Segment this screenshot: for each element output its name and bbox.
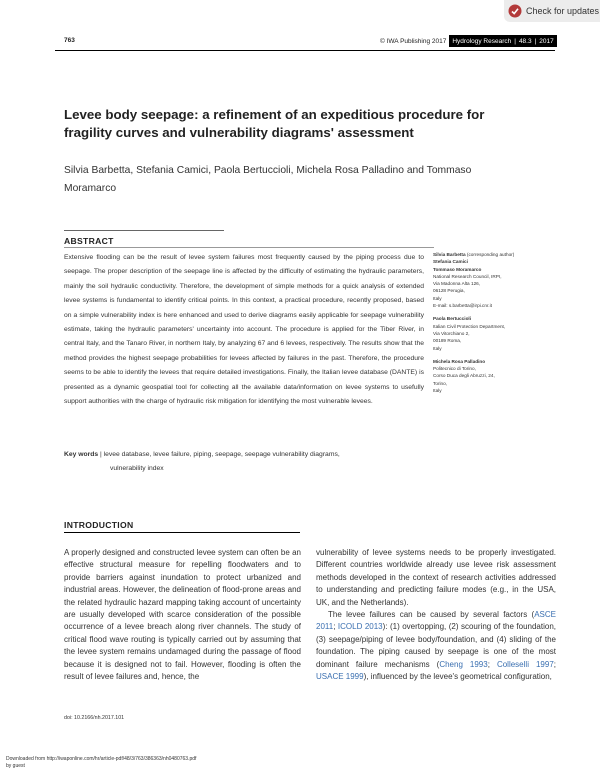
affiliation-author	[433, 315, 558, 322]
affiliation-author	[433, 358, 558, 365]
affiliation-author-name: Silvia Barbetta	[433, 252, 466, 257]
journal-year: 2017	[539, 37, 554, 45]
abstract-heading-rule	[64, 247, 434, 248]
keywords-list-cont: vulnerability index	[110, 465, 164, 472]
keywords-label: Key words	[64, 451, 99, 458]
affiliation-line: Politecnico di Torino,	[433, 366, 476, 372]
text-run: ;	[553, 659, 557, 669]
affiliation-author-name: Michela Rosa Palladino	[433, 358, 486, 364]
affiliation-note: (corresponding author)	[465, 252, 515, 257]
introduction-right-column	[316, 547, 556, 683]
header-rule	[55, 50, 555, 51]
paragraph	[316, 609, 556, 683]
author-list: Silvia Barbetta, Stefania Camici, Paola Bertuccioli, Michela Rosa Palladino and Tommaso Moramarco	[64, 165, 472, 194]
keywords	[64, 448, 424, 476]
journal-header	[380, 35, 557, 47]
article-title: Levee body seepage: a refinement of an expeditious procedure for fragility curves and vulnerability diagrams' assessment	[64, 107, 485, 140]
update-badge-icon	[508, 4, 522, 18]
affiliation-line: Torino,	[433, 380, 448, 386]
separator: |	[514, 37, 516, 45]
citation-link[interactable]: ASCE 2011	[316, 610, 556, 632]
citation-link[interactable]: USACE 1999	[316, 672, 364, 682]
introduction-left-column: A properly designed and constructed levee system can often be an effective structural measure for repelling floodwaters and to provide barriers against inundation to protect urbanized and industrial areas. However, the delineation of flood-prone areas and the related hydraulic hazard mapping taking account of uncertainty are usually developed with scarce consideration of the possible occurrence of a levee breach along river channels. The study of critical flood wave routing is typically carried out by assuming that the levee system remains undamaged during the passage of flood because it is designed not to fail. However, flooding is often the result of levee failures and, hence, the	[64, 548, 301, 682]
affiliation-line: Corso Duca degli Abruzzi, 24,	[433, 373, 495, 379]
affiliation-line: Italian Civil Protection Department,	[433, 323, 506, 329]
text-run: ), influenced by the levee's geometrical configuration,	[363, 672, 552, 682]
author-affiliations	[433, 251, 558, 394]
text-run: The levee failures can be caused by several factors (	[328, 610, 535, 620]
affiliation-line: 00189 Roma,	[433, 338, 462, 344]
affiliation-author	[433, 258, 558, 265]
affiliation-author-name: Paola Bertuccioli	[433, 316, 472, 322]
affiliation-line: Via Vitorchiano 2,	[433, 330, 470, 336]
journal-info-box	[449, 35, 556, 47]
affiliation-line: Via Madonna Alta 126,	[433, 281, 481, 287]
separator: |	[534, 37, 537, 45]
page-number: 763	[64, 37, 75, 44]
affiliation-line: Italy	[433, 345, 442, 351]
affiliation-author	[433, 251, 558, 258]
text-run: ;	[487, 659, 497, 669]
abstract-top-rule	[64, 230, 224, 231]
copyright-notice: © IWA Publishing 2017	[380, 37, 447, 45]
check-for-updates-button[interactable]	[504, 0, 600, 22]
keywords-list: | levee database, levee failure, piping, seepage, seepage vulnerability diagrams,	[100, 451, 340, 458]
journal-name: Hydrology Research	[452, 37, 512, 45]
citation-link[interactable]: Cheng 1993	[439, 659, 488, 669]
text-run: ): (1) overtopping, (2) scouring of the foundation, (3) seepage/piping of levee body/foundation, and (4) sliding of the foundation. The piping caused by seepage is one of the most dominant failure mechanisms (	[316, 622, 557, 669]
check-for-updates-label: Check for updates	[526, 6, 600, 16]
introduction-heading: INTRODUCTION	[64, 520, 134, 530]
affiliation-line: Italy	[433, 388, 442, 394]
affiliation-line: E-mail: s.barbetta@irpi.cnr.it	[433, 303, 492, 309]
doi: doi: 10.2166/nh.2017.101	[64, 715, 125, 721]
abstract-text: Extensive flooding can be the result of levee system failures most frequently caused by the piping process due to seepage. The proper description of the seepage line is affected by the difficulty of estimating the hydraulic parameters, mainly the soil hydraulic conductivity. Therefore, the development of simple methods for a quick analysis of extended levee systems is fundamental to identify critical points. In this context, a practical procedure, recently proposed, based on a simple vulnerability index is here enhanced and used to derive diagrams easily applicable for seepage vulnerability estimate, taking the hydraulic parameters' uncertainty into account. The procedure is applied for the Tiber River, in central Italy, and the Tanaro River, in northern Italy, by analyzing 67 and 6 levees, respectively. The results show that the method provides the highest seepage probabilities for levees affected by failures in the past. Therefore, the procedure seems to be able to identify the levees that require detailed investigations. Finally, the Italian levee database (DANTE) is presented as a dynamic geospatial tool for collecting all the available data/information on levee systems to usefully support authorities with the charge of hydraulic risk mitigation for identifying the most vulnerable levees.	[64, 254, 424, 406]
download-source: Downloaded from http://iwaponline.com/hr/article-pdf/48/3/763/386363/nh0480763.pdf	[6, 756, 197, 762]
affiliation-line: Italy	[433, 295, 442, 301]
affiliation-author	[433, 266, 558, 273]
journal-volume: 48.3	[518, 37, 532, 45]
text-run: ;	[333, 622, 338, 632]
affiliation-line: 06128 Perugia,	[433, 288, 465, 294]
download-user: by guest	[6, 762, 25, 769]
introduction-rule	[64, 532, 300, 533]
affiliation-author-name: Tommaso Moramarco	[433, 266, 482, 272]
paragraph: vulnerability of levee systems needs to be properly investigated. Different countries worldwide already use levee risk assessment methods developed in the context of research activities addressed to understanding and predicting failure modes (e.g., in the USA, UK, and the Netherlands).	[316, 548, 556, 607]
affiliation-author-name: Stefania Camici	[433, 259, 468, 265]
citation-link[interactable]: Colleselli 1997	[496, 659, 554, 669]
citation-link[interactable]: ICOLD 2013	[337, 622, 383, 632]
affiliation-line: National Research Council, IRPI,	[433, 273, 502, 279]
download-footer	[6, 756, 196, 769]
abstract-heading: ABSTRACT	[64, 236, 114, 246]
